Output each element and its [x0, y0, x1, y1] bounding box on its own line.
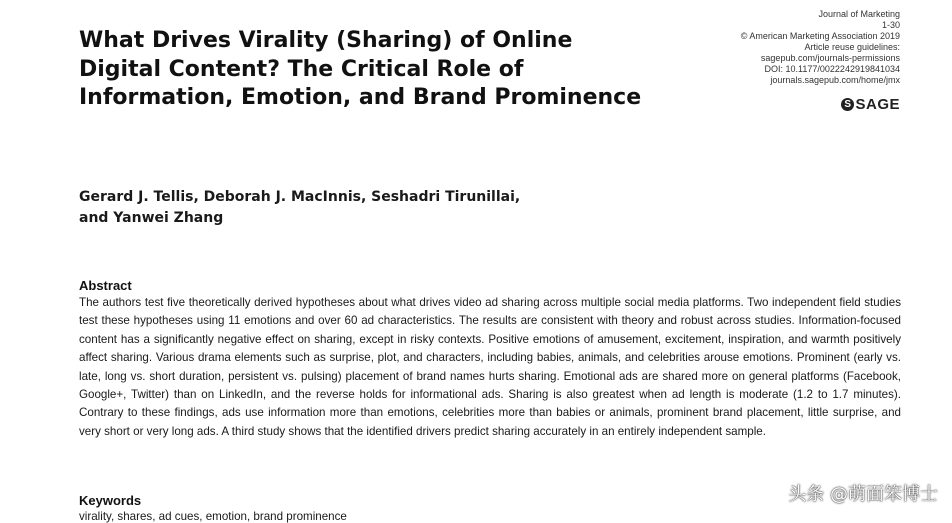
watermark: 头条 @萌面笨博士: [788, 484, 938, 505]
article-title: What Drives Virality (Sharing) of Online Digital Content? The Critical Role of Information, Emotion, and Brand Prominence: [79, 28, 642, 110]
authors-line: and Yanwei Zhang: [79, 210, 224, 226]
authors-line: Gerard J. Tellis, Deborah J. MacInnis, Seshadri Tirunillai,: [79, 189, 521, 205]
page-range: 1-30: [881, 20, 900, 30]
doi[interactable]: DOI: 10.1177/0022242919841034: [764, 64, 900, 74]
abstract-heading: Abstract: [79, 278, 132, 293]
reuse-guidelines: Article reuse guidelines:: [804, 42, 900, 52]
journal-name: Journal of Marketing: [818, 9, 900, 19]
author-list: [79, 187, 639, 229]
keywords-heading: Keywords: [79, 493, 142, 508]
publisher-logo-text: SAGE: [855, 96, 900, 113]
keywords-text: virality, shares, ad cues, emotion, brand prominence: [79, 510, 347, 523]
publisher-logo: [841, 96, 900, 113]
copyright: © American Marketing Association 2019: [740, 31, 900, 41]
journal-home-link[interactable]: journals.sagepub.com/home/jmx: [770, 75, 900, 85]
permissions-link[interactable]: sagepub.com/journals-permissions: [760, 53, 900, 63]
sage-logo-icon: S: [841, 98, 854, 111]
abstract-text: The authors test five theoretically derived hypotheses about what drives video ad sharing across multiple social media platforms. Two independent field studies test these hypotheses using 11 emotions and over 60 ad characteristics. The results are consistent with theory and robust across studies. Information-focused content has a significantly negative effect on sharing, except in risky contexts. Positive emotions of amusement, excitement, inspiration, and warmth positively affect sharing. Various drama elements such as surprise, plot, and characters, including babies, animals, and celebrities arouse emotions. Prominent (early vs. late, long vs. short duration, persistent vs. pulsing) placement of brand names hurts sharing. Emotional ads are shared more on general platforms (Facebook, Google+, Twitter) than on LinkedIn, and the reverse holds for informational ads. Sharing is also greatest when ad length is moderate (1.2 to 1.7 minutes). Contrary to these findings, ads use information more than emotions, celebrities more than babies or animals, prominent brand placement, little surprise, and very short or very long ads. A third study shows that the identified drivers predict sharing accurately in an entirely independent sample.: [79, 296, 901, 438]
journal-meta: [680, 9, 900, 86]
